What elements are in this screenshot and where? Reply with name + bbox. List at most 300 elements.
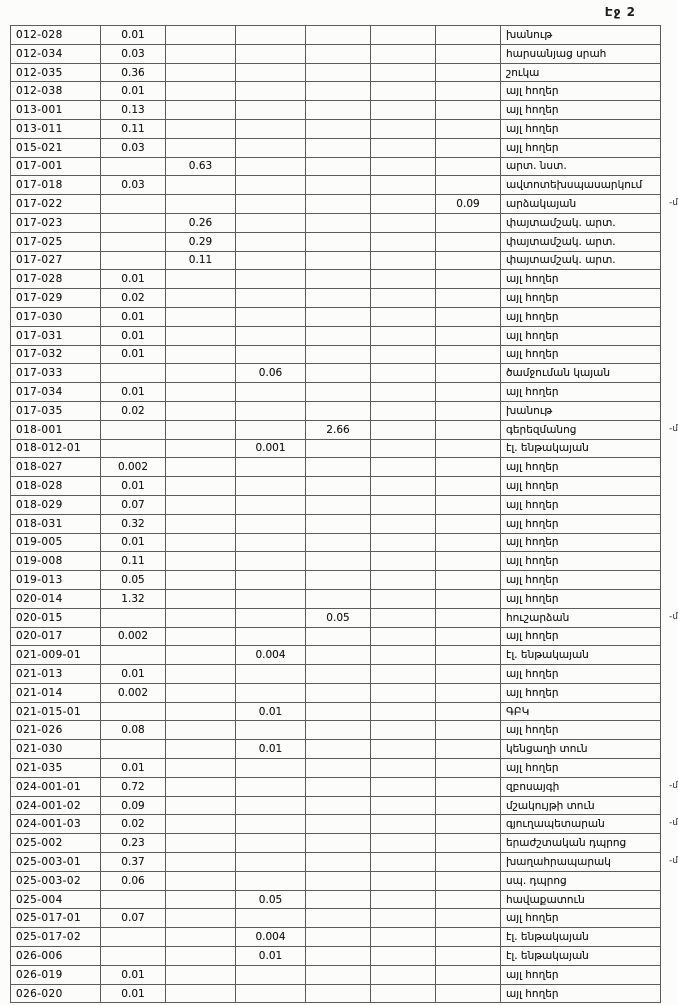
parcel-code-cell: 020-015 — [11, 609, 101, 628]
table-row — [11, 571, 661, 590]
area-value-cell — [236, 176, 306, 195]
parcel-code-cell: 012-034 — [11, 45, 101, 64]
parcel-code-cell: 021-026 — [11, 721, 101, 740]
parcel-code-cell: 017-018 — [11, 176, 101, 195]
area-value-cell — [306, 872, 371, 891]
area-value-cell — [166, 853, 236, 872]
area-value-cell — [236, 120, 306, 139]
table-row — [11, 477, 661, 496]
area-value-cell — [306, 628, 371, 647]
area-value-cell — [371, 139, 436, 158]
area-value-cell — [101, 158, 166, 177]
table-row — [11, 947, 661, 966]
area-value-cell — [371, 120, 436, 139]
area-value-cell — [236, 590, 306, 609]
area-value-cell — [236, 327, 306, 346]
area-value-cell — [166, 477, 236, 496]
land-use-label-cell: հարսանյաց սրահ — [501, 45, 661, 64]
table-row — [11, 214, 661, 233]
parcel-code-cell: 026-006 — [11, 947, 101, 966]
table-row — [11, 684, 661, 703]
area-value-cell — [371, 496, 436, 515]
parcel-code-cell: 025-002 — [11, 834, 101, 853]
area-value-cell — [306, 853, 371, 872]
table-row — [11, 534, 661, 553]
table-row — [11, 628, 661, 647]
land-use-label-cell: հուշարձան — [501, 609, 661, 628]
table-row — [11, 26, 661, 45]
area-value-cell — [166, 571, 236, 590]
area-value-cell — [236, 308, 306, 327]
area-value-cell — [236, 346, 306, 365]
land-use-label-cell: այլ հողեր — [501, 628, 661, 647]
area-value-cell — [166, 628, 236, 647]
area-value-cell — [306, 909, 371, 928]
area-value-cell — [436, 590, 501, 609]
area-value-cell — [436, 477, 501, 496]
area-value-cell — [236, 45, 306, 64]
area-value-cell — [166, 684, 236, 703]
area-value-cell — [436, 101, 501, 120]
table-row — [11, 872, 661, 891]
area-value-cell — [166, 721, 236, 740]
area-value-cell: 0.01 — [101, 759, 166, 778]
parcel-code-cell: 019-013 — [11, 571, 101, 590]
area-value-cell — [236, 421, 306, 440]
area-value-cell — [306, 515, 371, 534]
parcel-code-cell: 025-017-02 — [11, 928, 101, 947]
parcel-code-cell: 025-017-01 — [11, 909, 101, 928]
parcel-code-cell: 018-031 — [11, 515, 101, 534]
area-value-cell — [306, 252, 371, 271]
land-use-label-cell: գերեզմանոց — [501, 421, 661, 440]
area-value-cell: 0.01 — [101, 534, 166, 553]
area-value-cell — [306, 308, 371, 327]
area-value-cell — [166, 609, 236, 628]
table-row — [11, 233, 661, 252]
area-value-cell — [306, 966, 371, 985]
area-value-cell — [166, 402, 236, 421]
area-value-cell — [306, 327, 371, 346]
area-value-cell — [166, 703, 236, 722]
area-value-cell — [236, 64, 306, 83]
area-value-cell — [166, 440, 236, 459]
area-value-cell: 0.09 — [436, 195, 501, 214]
area-value-cell — [236, 101, 306, 120]
area-value-cell — [371, 402, 436, 421]
land-use-label-cell: էլ. ենթակայան — [501, 947, 661, 966]
area-value-cell — [101, 609, 166, 628]
area-value-cell — [306, 120, 371, 139]
area-value-cell: 0.13 — [101, 101, 166, 120]
area-value-cell — [371, 628, 436, 647]
table-row — [11, 176, 661, 195]
area-value-cell — [236, 985, 306, 1004]
area-value-cell — [236, 289, 306, 308]
parcel-code-cell: 017-001 — [11, 158, 101, 177]
table-row — [11, 82, 661, 101]
area-value-cell — [436, 346, 501, 365]
area-value-cell — [166, 346, 236, 365]
land-use-label-cell: այլ հողեր — [501, 759, 661, 778]
area-value-cell — [371, 289, 436, 308]
area-value-cell: 0.02 — [101, 289, 166, 308]
table-row — [11, 289, 661, 308]
area-value-cell — [166, 421, 236, 440]
area-value-cell — [371, 383, 436, 402]
table-row — [11, 740, 661, 759]
area-value-cell — [101, 947, 166, 966]
area-value-cell — [436, 552, 501, 571]
parcel-code-cell: 024-001-03 — [11, 815, 101, 834]
area-value-cell — [101, 440, 166, 459]
area-value-cell — [436, 797, 501, 816]
area-value-cell — [166, 327, 236, 346]
area-value-cell — [236, 834, 306, 853]
area-value-cell — [236, 759, 306, 778]
area-value-cell — [306, 270, 371, 289]
table-row — [11, 120, 661, 139]
area-value-cell — [436, 891, 501, 910]
area-value-cell: 0.02 — [101, 815, 166, 834]
land-use-label-cell: երաժշտական դպրոց — [501, 834, 661, 853]
area-value-cell — [436, 740, 501, 759]
parcel-code-cell: 024-001-01 — [11, 778, 101, 797]
parcel-code-cell: 025-003-02 — [11, 872, 101, 891]
area-value-cell — [371, 214, 436, 233]
area-value-cell — [371, 515, 436, 534]
area-value-cell — [306, 195, 371, 214]
area-value-cell — [101, 646, 166, 665]
area-value-cell — [436, 853, 501, 872]
parcel-code-cell: 019-008 — [11, 552, 101, 571]
area-value-cell — [436, 628, 501, 647]
area-value-cell — [371, 853, 436, 872]
area-value-cell — [166, 928, 236, 947]
area-value-cell: 0.03 — [101, 176, 166, 195]
area-value-cell — [306, 815, 371, 834]
table-row — [11, 891, 661, 910]
parcel-code-cell: 013-001 — [11, 101, 101, 120]
land-use-label-cell: շուկա — [501, 64, 661, 83]
area-value-cell — [306, 552, 371, 571]
area-value-cell — [371, 891, 436, 910]
area-value-cell — [371, 64, 436, 83]
area-value-cell — [436, 64, 501, 83]
land-use-label-cell: հավաքատուն — [501, 891, 661, 910]
parcel-code-cell: 021-030 — [11, 740, 101, 759]
area-value-cell — [371, 176, 436, 195]
area-value-cell — [166, 947, 236, 966]
area-value-cell — [236, 684, 306, 703]
area-value-cell — [166, 985, 236, 1004]
area-value-cell — [166, 778, 236, 797]
table-row — [11, 853, 678, 872]
area-value-cell: 0.01 — [101, 308, 166, 327]
area-value-cell — [436, 646, 501, 665]
area-value-cell: 0.01 — [101, 966, 166, 985]
table-row — [11, 45, 661, 64]
area-value-cell: 0.002 — [101, 628, 166, 647]
area-value-cell — [371, 233, 436, 252]
table-row — [11, 928, 661, 947]
area-value-cell — [166, 646, 236, 665]
area-value-cell — [371, 195, 436, 214]
area-value-cell: 0.01 — [101, 346, 166, 365]
parcel-code-cell: 018-027 — [11, 458, 101, 477]
area-value-cell — [371, 45, 436, 64]
area-value-cell: 0.01 — [101, 26, 166, 45]
area-value-cell — [371, 270, 436, 289]
area-value-cell: 0.001 — [236, 440, 306, 459]
land-use-label-cell: այլ հողեր — [501, 289, 661, 308]
table-row — [11, 759, 661, 778]
area-value-cell — [371, 552, 436, 571]
area-value-cell: 0.05 — [101, 571, 166, 590]
area-value-cell — [306, 646, 371, 665]
area-value-cell — [236, 82, 306, 101]
area-value-cell: 0.09 — [101, 797, 166, 816]
area-value-cell — [371, 421, 436, 440]
area-value-cell — [371, 458, 436, 477]
area-value-cell — [166, 909, 236, 928]
parcel-code-cell: 015-021 — [11, 139, 101, 158]
area-value-cell — [306, 440, 371, 459]
area-value-cell — [371, 346, 436, 365]
area-value-cell — [236, 571, 306, 590]
table-row — [11, 721, 661, 740]
area-value-cell — [306, 571, 371, 590]
table-row — [11, 609, 678, 628]
parcel-code-cell: 018-028 — [11, 477, 101, 496]
area-value-cell: 0.01 — [236, 740, 306, 759]
area-value-cell — [371, 703, 436, 722]
area-value-cell — [436, 721, 501, 740]
land-use-label-cell: այլ հողեր — [501, 985, 661, 1004]
area-value-cell — [166, 815, 236, 834]
land-use-label-cell: այլ հողեր — [501, 308, 661, 327]
area-value-cell — [236, 252, 306, 271]
land-use-label-cell: կենցաղի տուն — [501, 740, 661, 759]
land-use-label-cell: այլ հողեր — [501, 120, 661, 139]
area-value-cell — [306, 383, 371, 402]
area-value-cell — [306, 590, 371, 609]
area-value-cell — [101, 364, 166, 383]
table-row — [11, 364, 661, 383]
area-value-cell — [166, 64, 236, 83]
area-value-cell — [436, 402, 501, 421]
area-value-cell: 0.002 — [101, 684, 166, 703]
area-value-cell — [371, 364, 436, 383]
area-value-cell — [436, 440, 501, 459]
table-row — [11, 646, 661, 665]
margin-note: -մ — [669, 856, 678, 867]
area-value-cell: 0.37 — [101, 853, 166, 872]
area-value-cell — [166, 195, 236, 214]
area-value-cell: 1.32 — [101, 590, 166, 609]
area-value-cell — [371, 252, 436, 271]
area-value-cell — [306, 45, 371, 64]
area-value-cell — [436, 609, 501, 628]
area-value-cell: 0.02 — [101, 402, 166, 421]
margin-note: -մ — [669, 611, 678, 622]
table-row — [11, 270, 661, 289]
area-value-cell — [436, 928, 501, 947]
area-value-cell — [371, 721, 436, 740]
area-value-cell — [236, 195, 306, 214]
area-value-cell: 0.01 — [101, 477, 166, 496]
parcel-code-cell: 025-004 — [11, 891, 101, 910]
parcel-code-cell: 017-032 — [11, 346, 101, 365]
area-value-cell — [166, 26, 236, 45]
area-value-cell — [166, 496, 236, 515]
page-number: Էջ 2 — [604, 5, 636, 19]
area-value-cell — [371, 947, 436, 966]
area-value-cell — [371, 571, 436, 590]
table-row — [11, 421, 678, 440]
area-value-cell — [371, 665, 436, 684]
parcel-code-cell: 017-027 — [11, 252, 101, 271]
area-value-cell — [236, 665, 306, 684]
parcel-code-cell: 021-014 — [11, 684, 101, 703]
area-value-cell — [236, 966, 306, 985]
area-value-cell: 0.07 — [101, 496, 166, 515]
parcel-code-cell: 021-015-01 — [11, 703, 101, 722]
area-value-cell — [236, 402, 306, 421]
table-row — [11, 139, 661, 158]
area-value-cell — [306, 759, 371, 778]
table-row — [11, 252, 661, 271]
area-value-cell: 0.01 — [236, 947, 306, 966]
area-value-cell — [236, 909, 306, 928]
area-value-cell — [166, 740, 236, 759]
area-value-cell — [236, 815, 306, 834]
area-value-cell — [436, 120, 501, 139]
parcel-code-cell: 021-035 — [11, 759, 101, 778]
area-value-cell — [436, 909, 501, 928]
area-value-cell: 0.004 — [236, 928, 306, 947]
area-value-cell — [236, 383, 306, 402]
area-value-cell: 0.01 — [101, 82, 166, 101]
area-value-cell — [306, 534, 371, 553]
area-value-cell — [371, 778, 436, 797]
area-value-cell — [436, 458, 501, 477]
parcel-code-cell: 017-034 — [11, 383, 101, 402]
land-use-label-cell: խանութ — [501, 26, 661, 45]
land-use-label-cell: այլ հողեր — [501, 552, 661, 571]
land-use-label-cell: էլ. ենթակայան — [501, 440, 661, 459]
area-value-cell — [306, 665, 371, 684]
area-value-cell — [166, 364, 236, 383]
table-row — [11, 590, 661, 609]
area-value-cell — [306, 289, 371, 308]
area-value-cell — [236, 534, 306, 553]
table-row — [11, 383, 661, 402]
area-value-cell — [236, 778, 306, 797]
area-value-cell — [436, 214, 501, 233]
area-value-cell — [236, 721, 306, 740]
area-value-cell — [236, 853, 306, 872]
area-value-cell — [306, 158, 371, 177]
area-value-cell — [166, 270, 236, 289]
area-value-cell — [436, 703, 501, 722]
table-row — [11, 64, 661, 83]
table-row — [11, 195, 678, 214]
area-value-cell — [306, 458, 371, 477]
area-value-cell — [371, 759, 436, 778]
area-value-cell — [436, 26, 501, 45]
area-value-cell: 2.66 — [306, 421, 371, 440]
land-use-label-cell: գյուղապետարան — [501, 815, 661, 834]
area-value-cell — [166, 458, 236, 477]
land-use-label-cell: էլ. ենթակայան — [501, 928, 661, 947]
land-use-label-cell: փայտամշակ. արտ. — [501, 214, 661, 233]
table-row — [11, 158, 661, 177]
area-value-cell — [371, 609, 436, 628]
table-row — [11, 815, 678, 834]
area-value-cell — [236, 477, 306, 496]
area-value-cell — [306, 64, 371, 83]
area-value-cell — [166, 176, 236, 195]
parcel-code-cell: 017-029 — [11, 289, 101, 308]
parcel-code-cell: 012-035 — [11, 64, 101, 83]
parcel-code-cell: 013-011 — [11, 120, 101, 139]
area-value-cell — [166, 665, 236, 684]
area-value-cell: 0.01 — [236, 703, 306, 722]
parcel-code-cell: 017-035 — [11, 402, 101, 421]
area-value-cell — [101, 891, 166, 910]
area-value-cell — [436, 364, 501, 383]
area-value-cell — [101, 252, 166, 271]
area-value-cell — [166, 891, 236, 910]
land-use-label-cell: այլ հողեր — [501, 534, 661, 553]
area-value-cell: 0.23 — [101, 834, 166, 853]
area-value-cell — [236, 872, 306, 891]
area-value-cell: 0.002 — [101, 458, 166, 477]
area-value-cell — [436, 985, 501, 1004]
area-value-cell — [371, 928, 436, 947]
margin-note: -մ — [669, 780, 678, 791]
area-value-cell: 0.01 — [101, 383, 166, 402]
land-use-label-cell: արձակայան — [501, 195, 661, 214]
area-value-cell: 0.01 — [101, 327, 166, 346]
area-value-cell — [436, 176, 501, 195]
area-value-cell — [306, 26, 371, 45]
parcel-code-cell: 020-014 — [11, 590, 101, 609]
parcel-code-cell: 012-038 — [11, 82, 101, 101]
area-value-cell — [166, 759, 236, 778]
parcel-code-cell: 017-022 — [11, 195, 101, 214]
area-value-cell — [436, 815, 501, 834]
area-value-cell — [166, 872, 236, 891]
area-value-cell: 0.03 — [101, 139, 166, 158]
land-use-label-cell: ԳԲԿ — [501, 703, 661, 722]
parcel-code-cell: 021-013 — [11, 665, 101, 684]
area-value-cell — [436, 534, 501, 553]
area-value-cell — [371, 985, 436, 1004]
area-value-cell — [166, 534, 236, 553]
land-use-label-cell: այլ հողեր — [501, 496, 661, 515]
area-value-cell — [371, 646, 436, 665]
margin-note: -մ — [669, 423, 678, 434]
area-value-cell — [166, 308, 236, 327]
table-row — [11, 101, 661, 120]
land-use-label-cell: այլ հողեր — [501, 458, 661, 477]
area-value-cell: 0.01 — [101, 270, 166, 289]
area-value-cell — [436, 383, 501, 402]
area-value-cell — [436, 289, 501, 308]
area-value-cell — [436, 571, 501, 590]
